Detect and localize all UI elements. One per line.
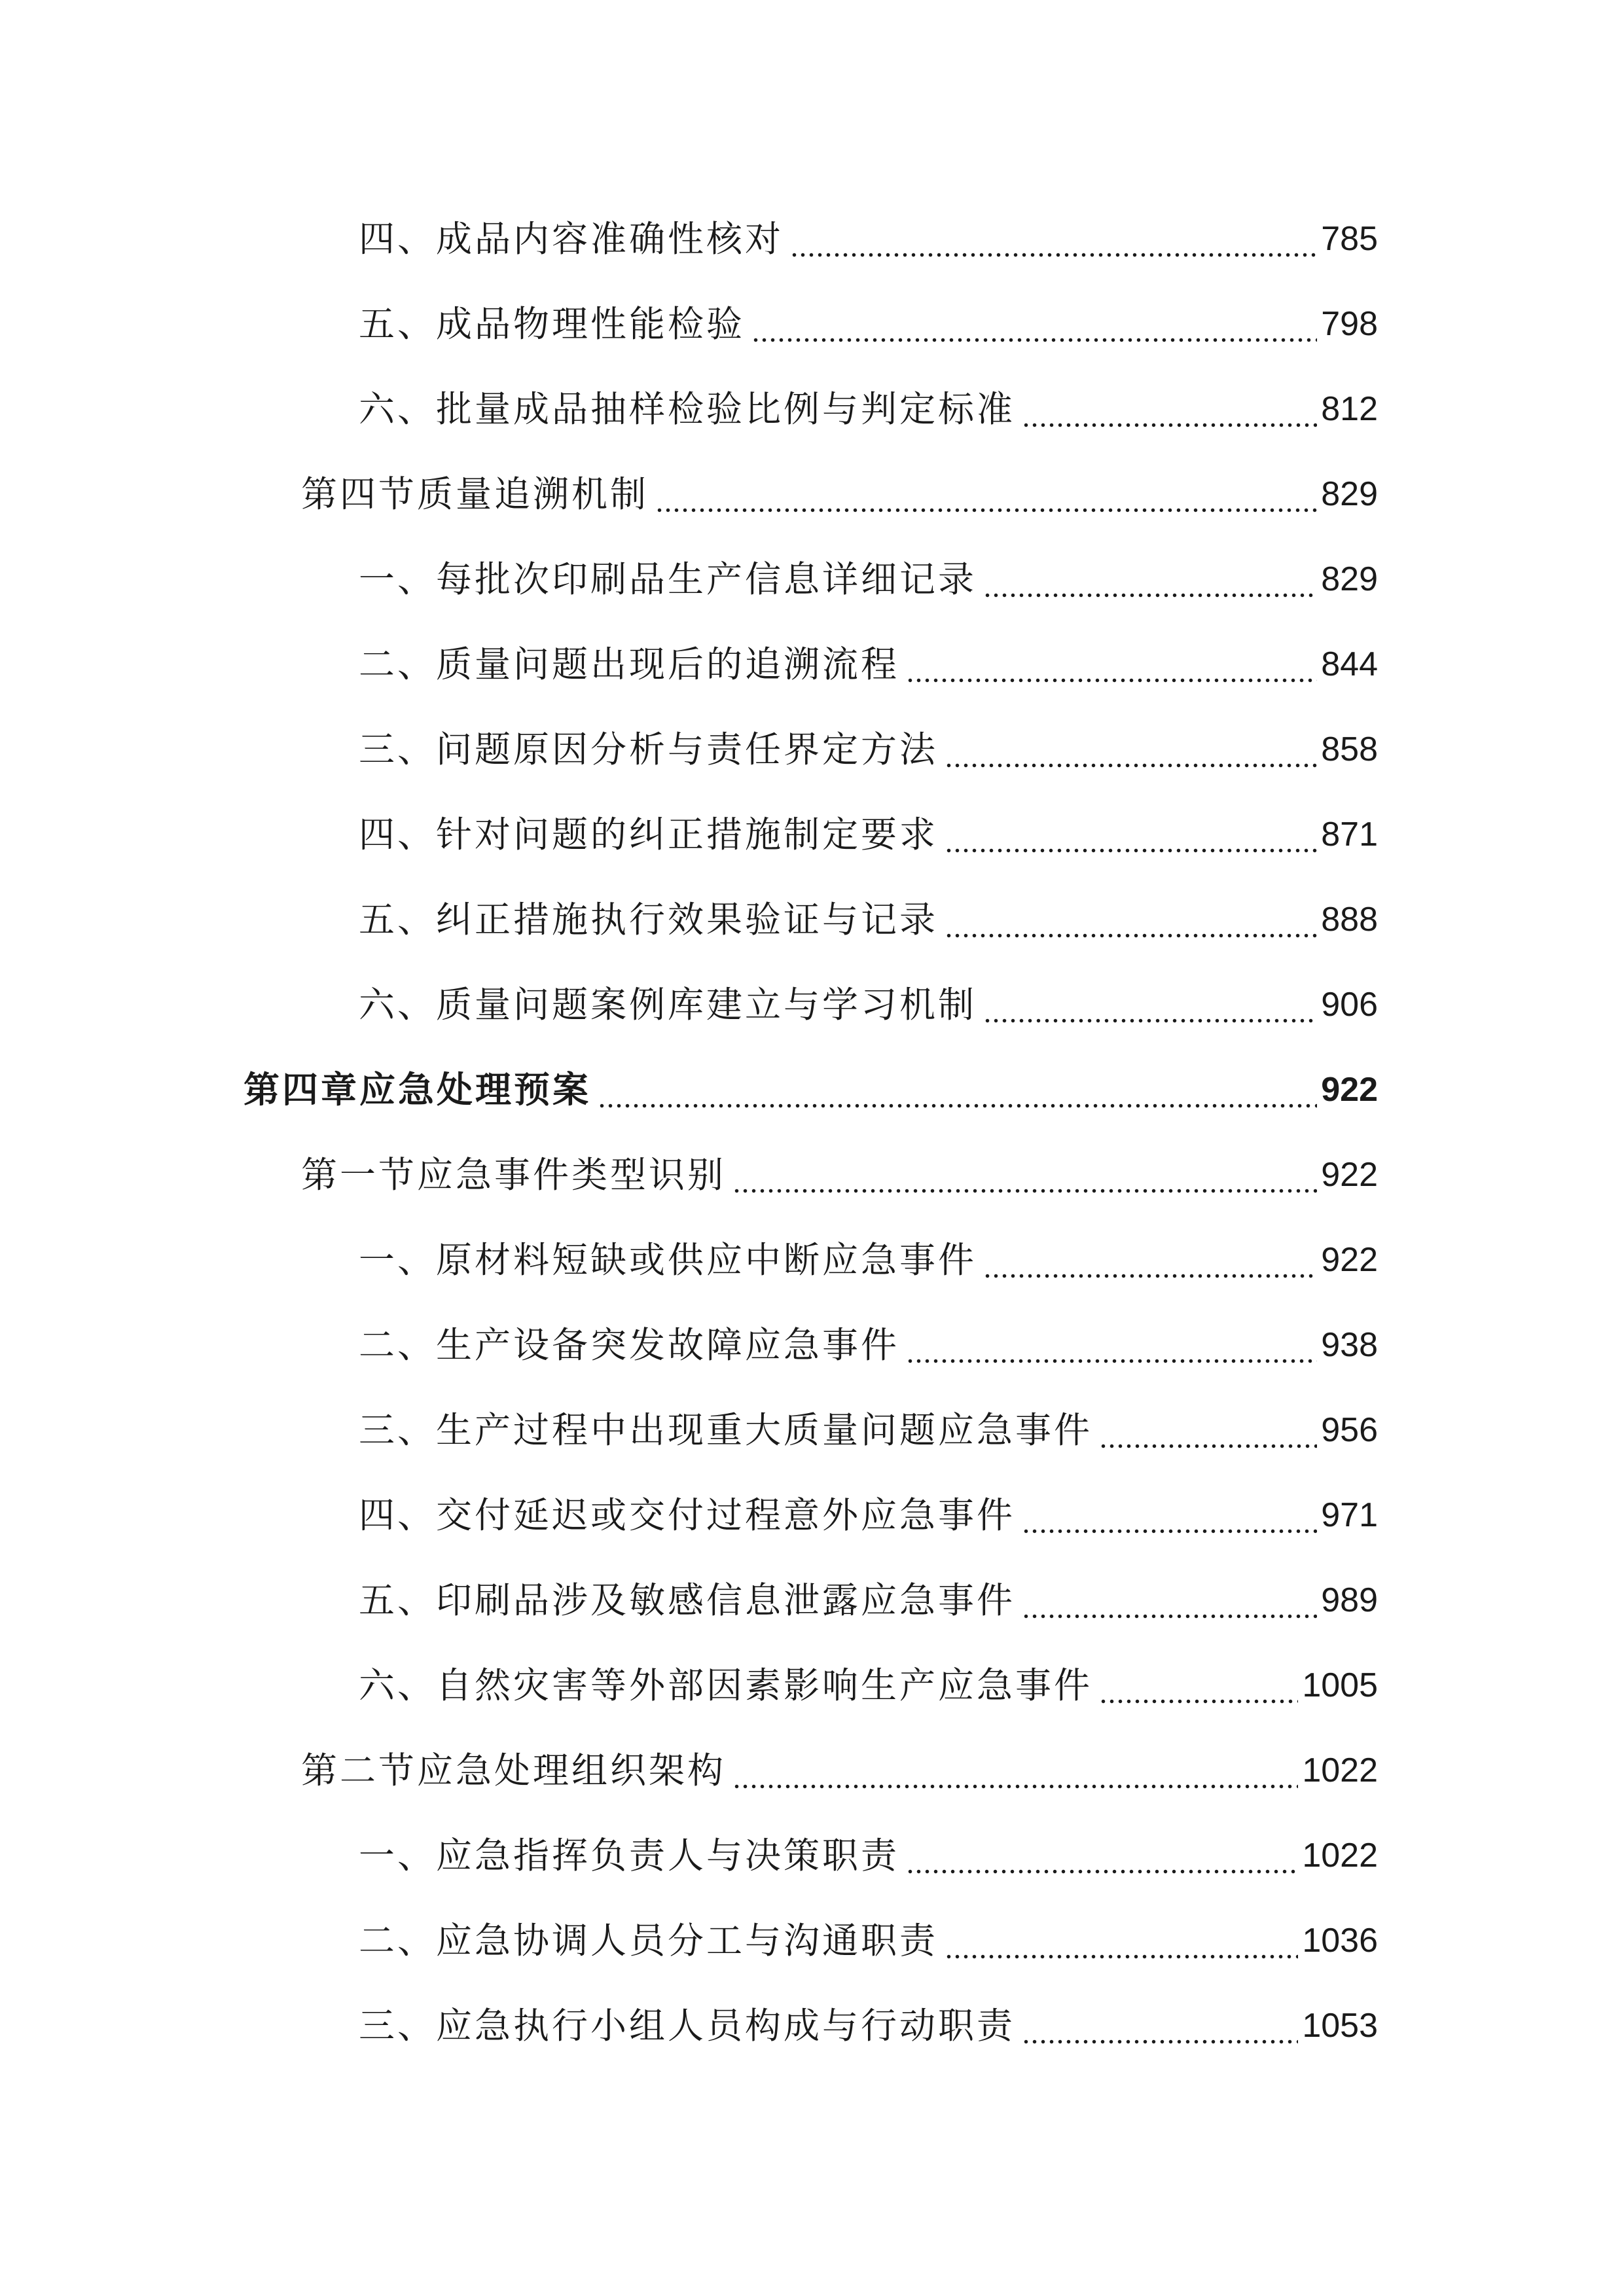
toc-entry-page: 922 xyxy=(1321,1071,1378,1109)
toc-dot-leader xyxy=(945,1914,1298,1967)
toc-entry-page: 1036 xyxy=(1302,1922,1378,1960)
toc-section-entry[interactable] xyxy=(301,468,1378,520)
toc-entry[interactable] xyxy=(359,1829,1378,1882)
toc-entry-title: 一、原材料短缺或供应中断应急事件 xyxy=(359,1239,977,1281)
toc-entry[interactable] xyxy=(359,1234,1378,1286)
toc-entry[interactable] xyxy=(359,978,1378,1031)
toc-dot-leader xyxy=(983,1234,1317,1286)
toc-dot-leader xyxy=(655,468,1317,520)
toc-entry-title: 六、质量问题案例库建立与学习机制 xyxy=(359,984,977,1026)
toc-entry[interactable] xyxy=(359,1659,1378,1712)
toc-entry-title: 六、批量成品抽样检验比例与判定标准 xyxy=(359,388,1016,430)
toc-entry[interactable] xyxy=(359,1319,1378,1371)
toc-dot-leader xyxy=(1099,1404,1317,1456)
toc-entry-title: 第四章应急处理预案 xyxy=(244,1069,592,1111)
toc-entry[interactable] xyxy=(359,893,1378,946)
toc-entry-page: 1022 xyxy=(1302,1751,1378,1789)
toc-entry[interactable] xyxy=(359,1574,1378,1626)
toc-entry-page: 906 xyxy=(1321,986,1378,1024)
toc-entry-title: 三、生产过程中出现重大质量问题应急事件 xyxy=(359,1409,1093,1451)
toc-chapter-entry[interactable] xyxy=(244,1064,1378,1116)
toc-entry-title: 六、自然灾害等外部因素影响生产应急事件 xyxy=(359,1664,1093,1706)
toc-entry-page: 989 xyxy=(1321,1581,1378,1619)
toc-dot-leader xyxy=(945,808,1317,861)
toc-dot-leader xyxy=(983,553,1317,605)
toc-entry-page: 1005 xyxy=(1302,1666,1378,1704)
toc-entry[interactable] xyxy=(359,808,1378,861)
toc-dot-leader xyxy=(732,1149,1317,1201)
toc-dot-leader xyxy=(1022,2000,1298,2052)
toc-entry[interactable] xyxy=(359,1404,1378,1456)
toc-entry-page: 1053 xyxy=(1302,2007,1378,2045)
toc-dot-leader xyxy=(983,978,1317,1031)
toc-dot-leader xyxy=(790,213,1317,265)
toc-entry-page: 844 xyxy=(1321,645,1378,683)
toc-section-entry[interactable] xyxy=(301,1744,1378,1797)
toc-entry-page: 871 xyxy=(1321,816,1378,853)
toc-entry-page: 922 xyxy=(1321,1241,1378,1279)
toc-entry-title: 第一节应急事件类型识别 xyxy=(301,1154,727,1196)
toc-entry[interactable] xyxy=(359,1489,1378,1541)
toc-entry[interactable] xyxy=(359,2000,1378,2052)
toc-entry-title: 一、每批次印刷品生产信息详细记录 xyxy=(359,558,977,600)
toc-entry-page: 971 xyxy=(1321,1496,1378,1534)
toc-dot-leader xyxy=(1099,1659,1298,1712)
toc-entry-page: 858 xyxy=(1321,730,1378,768)
toc-dot-leader xyxy=(1022,1489,1317,1541)
toc-entry-title: 四、交付延迟或交付过程意外应急事件 xyxy=(359,1494,1016,1536)
toc-entry-page: 922 xyxy=(1321,1156,1378,1194)
toc-entry-page: 798 xyxy=(1321,305,1378,343)
toc-entry-title: 第二节应急处理组织架构 xyxy=(301,1749,727,1791)
toc-entry[interactable] xyxy=(359,383,1378,435)
toc-entry-title: 二、生产设备突发故障应急事件 xyxy=(359,1324,900,1366)
toc-entry-page: 956 xyxy=(1321,1411,1378,1449)
toc-entry[interactable] xyxy=(359,723,1378,776)
toc-entry-title: 四、成品内容准确性核对 xyxy=(359,218,784,260)
toc-entry-page: 812 xyxy=(1321,390,1378,428)
toc-entry[interactable] xyxy=(359,213,1378,265)
toc-entry[interactable] xyxy=(359,638,1378,691)
toc-dot-leader xyxy=(906,638,1317,691)
toc-entry-title: 四、针对问题的纠正措施制定要求 xyxy=(359,814,939,855)
toc-entry-page: 785 xyxy=(1321,220,1378,258)
toc-dot-leader xyxy=(732,1744,1298,1797)
toc-entry-page: 1022 xyxy=(1302,1837,1378,1874)
toc-entry[interactable] xyxy=(359,298,1378,350)
toc-dot-leader xyxy=(598,1064,1317,1116)
toc-dot-leader xyxy=(751,298,1317,350)
toc-entry-title: 三、问题原因分析与责任界定方法 xyxy=(359,728,939,770)
toc-entry-title: 五、纠正措施执行效果验证与记录 xyxy=(359,899,939,941)
toc-entry-page: 829 xyxy=(1321,560,1378,598)
toc-entry-page: 829 xyxy=(1321,475,1378,513)
toc-entry[interactable] xyxy=(359,1914,1378,1967)
toc-dot-leader xyxy=(1022,383,1317,435)
toc-entry-title: 五、印刷品涉及敏感信息泄露应急事件 xyxy=(359,1579,1016,1621)
toc-dot-leader xyxy=(906,1829,1298,1882)
toc-dot-leader xyxy=(945,893,1317,946)
toc-dot-leader xyxy=(945,723,1317,776)
toc-section-entry[interactable] xyxy=(301,1149,1378,1201)
toc-dot-leader xyxy=(1022,1574,1317,1626)
toc-entry-title: 第四节质量追溯机制 xyxy=(301,473,649,515)
toc-entry-title: 三、应急执行小组人员构成与行动职责 xyxy=(359,2005,1016,2047)
toc-entry-page: 938 xyxy=(1321,1326,1378,1364)
toc-entry-page: 888 xyxy=(1321,901,1378,939)
toc-entry-title: 五、成品物理性能检验 xyxy=(359,303,746,345)
toc-entry-title: 一、应急指挥负责人与决策职责 xyxy=(359,1835,900,1876)
toc-entry-title: 二、应急协调人员分工与沟通职责 xyxy=(359,1920,939,1962)
toc-entry-title: 二、质量问题出现后的追溯流程 xyxy=(359,643,900,685)
toc-dot-leader xyxy=(906,1319,1317,1371)
toc-entry[interactable] xyxy=(359,553,1378,605)
